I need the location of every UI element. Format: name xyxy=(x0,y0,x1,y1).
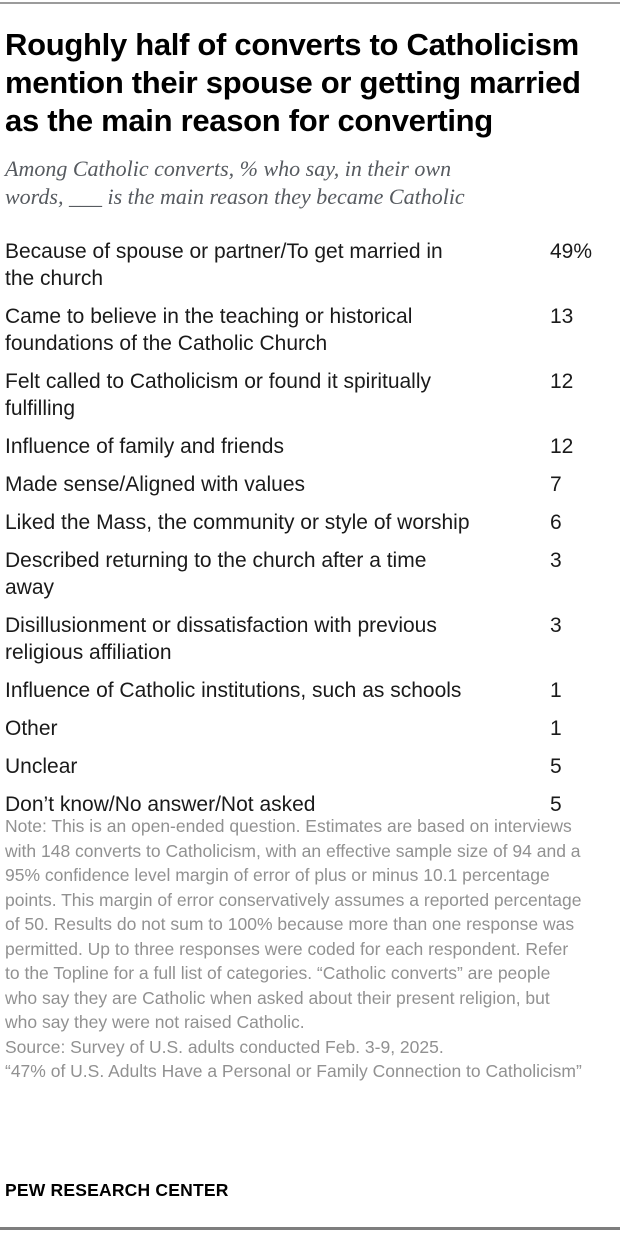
table-row xyxy=(5,753,615,780)
table-row xyxy=(5,238,615,292)
row-label: Liked the Mass, the community or style of worship xyxy=(5,511,470,534)
chart-content xyxy=(5,0,615,829)
table-row xyxy=(5,368,615,422)
row-value: 12 xyxy=(550,435,574,458)
table-row xyxy=(5,303,615,357)
table-row xyxy=(5,715,615,742)
table-row xyxy=(5,677,615,704)
row-value: 5 xyxy=(550,755,562,778)
pew-research-center-wordmark: PEW RESEARCH CENTER xyxy=(5,1180,229,1200)
reasons-table xyxy=(5,238,615,818)
row-value: 1 xyxy=(550,717,562,740)
row-label: Influence of family and friends xyxy=(5,435,284,458)
row-value: 13 xyxy=(550,305,574,328)
row-label: Came to believe in the teaching or historical foundations of the Catholic Church xyxy=(5,305,413,355)
row-value: 6 xyxy=(550,511,562,534)
source-text: Source: Survey of U.S. adults conducted Feb. 3-9, 2025. xyxy=(5,1036,444,1057)
report-title-text: “47% of U.S. Adults Have a Personal or Family Connection to Catholicism” xyxy=(5,1061,582,1081)
row-value: 7 xyxy=(550,473,562,496)
chart-title: Roughly half of converts to Catholicism mention their spouse or getting married as the main reason for converting xyxy=(5,27,581,138)
note-text: Note: This is an open-ended question. Estimates are based on interviews with 148 converts to Catholicism, with an effective sample size of 94 and a 95% confidence level margin of error of plus or minus 10.1 percentage points. This margin of error conservatively assumes a reported percentage of 50. Results do not sum to 100% because more than one response was permitted. Up to three responses were coded for each respondent. Refer to the Topline for a full list of categories. “Catholic converts” are people who say they are Catholic when asked about their present religion, but who say they were not raised Catholic. xyxy=(5,816,582,1032)
table-row xyxy=(5,547,615,601)
row-label: Because of spouse or partner/To get married in the church xyxy=(5,240,443,290)
row-value: 3 xyxy=(550,614,562,637)
row-value: 1 xyxy=(550,679,562,702)
row-label: Made sense/Aligned with values xyxy=(5,473,306,496)
row-label: Other xyxy=(5,717,58,740)
footnote-block xyxy=(5,814,583,1084)
bottom-divider-rule xyxy=(0,1227,620,1230)
table-row xyxy=(5,612,615,666)
row-label: Felt called to Catholicism or found it spiritually fulfilling xyxy=(5,370,432,420)
row-label: Don’t know/No answer/Not asked xyxy=(5,793,316,816)
row-label: Disillusionment or dissatisfaction with previous religious affiliation xyxy=(5,614,437,664)
chart-subtitle: Among Catholic converts, % who say, in their own words, ___ is the main reason they became Catholic xyxy=(5,156,465,209)
row-value: 3 xyxy=(550,549,562,572)
row-value: 49% xyxy=(550,240,593,263)
row-label: Influence of Catholic institutions, such as schools xyxy=(5,679,462,702)
row-label: Unclear xyxy=(5,755,78,778)
row-value: 12 xyxy=(550,370,574,393)
table-row xyxy=(5,433,615,460)
row-value: 5 xyxy=(550,793,562,816)
table-row xyxy=(5,509,615,536)
table-row xyxy=(5,471,615,498)
row-label: Described returning to the church after a time away xyxy=(5,549,427,599)
